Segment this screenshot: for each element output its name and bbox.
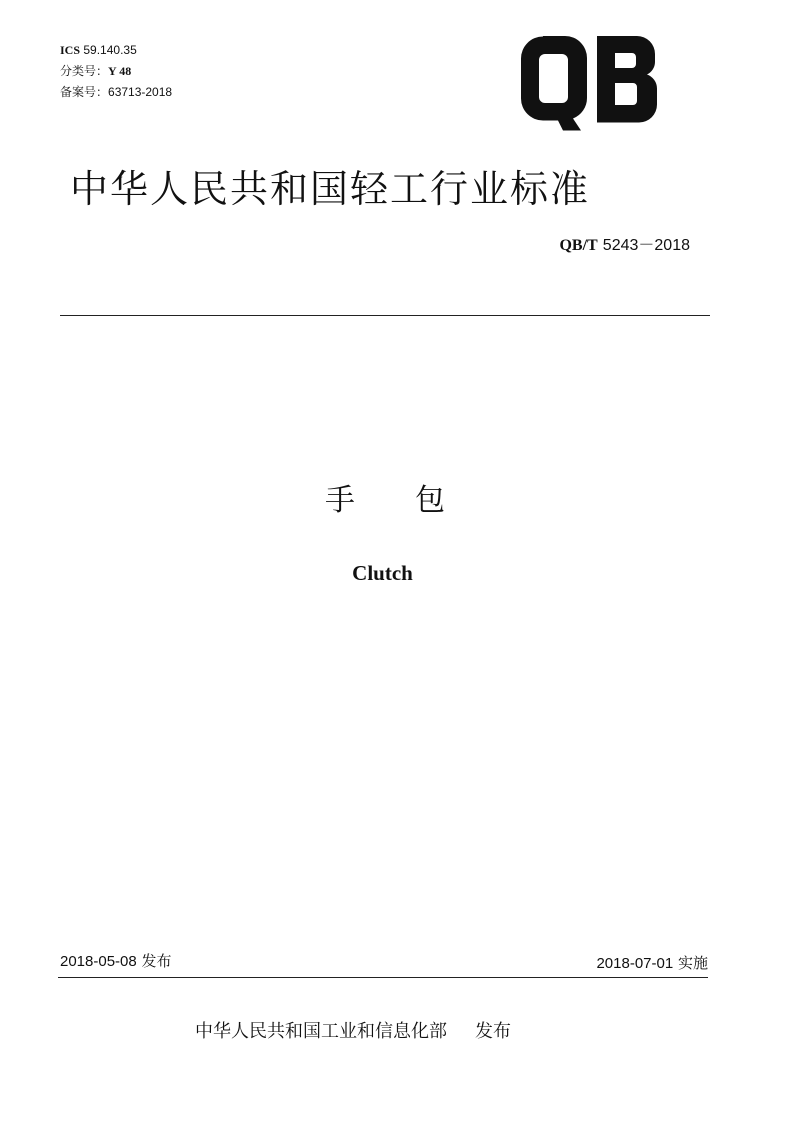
record-label: 备案号： xyxy=(60,85,109,99)
standard-number-prefix: QB/T xyxy=(559,237,598,254)
qb-logo xyxy=(515,28,665,138)
bottom-divider xyxy=(58,977,708,978)
standard-title: 中华人民共和国轻工行业标准 xyxy=(70,167,591,211)
ics-value: 59.140.35 xyxy=(83,43,137,57)
standard-number xyxy=(559,232,690,255)
issue-label: 发布 xyxy=(141,952,172,970)
classification-block xyxy=(60,40,172,103)
record-line xyxy=(60,82,172,103)
top-divider xyxy=(60,315,710,316)
ics-label: ICS xyxy=(60,43,81,57)
issuer-name: 中华人民共和国工业和信息化部 xyxy=(195,1021,447,1042)
issuer-suffix: 发布 xyxy=(475,1021,511,1042)
issue-date: 2018-05-08 xyxy=(60,953,137,970)
class-line xyxy=(60,61,172,82)
record-value: 63713-2018 xyxy=(108,85,173,99)
class-value: Y 48 xyxy=(108,64,132,78)
implement-label: 实施 xyxy=(677,954,708,972)
standard-number-value: 5243－2018 xyxy=(602,237,690,254)
issuer-line xyxy=(195,1017,511,1043)
ics-line xyxy=(60,40,172,61)
document-title-en: Clutch xyxy=(352,561,413,585)
implement-date-line xyxy=(596,952,708,973)
document-title-cn: 手包 xyxy=(325,483,505,518)
class-label: 分类号： xyxy=(60,64,109,78)
issue-date-line xyxy=(60,950,172,971)
implement-date: 2018-07-01 xyxy=(596,955,674,972)
qb-logo-text: QB xyxy=(589,88,591,89)
